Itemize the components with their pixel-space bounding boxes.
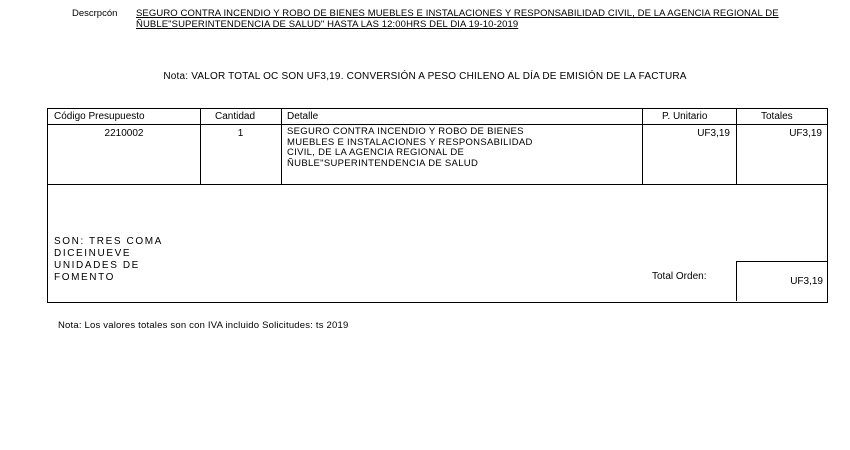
row-cantidad: 1	[237, 128, 244, 139]
total-order-label: Total Orden:	[652, 271, 707, 282]
header-detalle: Detalle	[287, 111, 319, 122]
amount-words-line: FOMENTO	[54, 272, 116, 283]
order-table	[47, 108, 828, 303]
col-divider	[200, 109, 201, 184]
detalle-line: SEGURO CONTRA INCENDIO Y ROBO DE BIENES	[287, 126, 524, 137]
note-iva: Nota: Los valores totales son con IVA incluido Solicitudes: ts 2019	[58, 320, 349, 331]
detalle-line: CIVIL, DE LA AGENCIA REGIONAL DE	[287, 147, 465, 159]
row-codigo: 2210002	[104, 128, 144, 139]
description-text: SEGURO CONTRA INCENDIO Y ROBO DE BIENES MUEBLES E INSTALACIONES Y RESPONSABILIDAD CIVIL, DE LA AGENCIA REGIONAL DE ÑUBLE"SUPERINTENDENCIA DE SALUD" HASTA LAS 12:00HRS DEL DIA 19-10-2019	[136, 8, 779, 30]
total-order-box	[736, 261, 827, 301]
header-totales: Totales	[761, 111, 793, 122]
row-total: UF3,19	[789, 128, 822, 139]
amount-words-line: SON: TRES COMA	[54, 236, 163, 247]
amount-in-words	[54, 236, 194, 284]
header-cantidad: Cantidad	[215, 111, 256, 122]
row-detalle	[287, 127, 637, 169]
col-divider	[736, 109, 737, 184]
header-divider	[48, 124, 827, 125]
detalle-line: MUEBLES E INSTALACIONES Y RESPONSABILIDAD	[287, 136, 533, 148]
total-order-value: UF3,19	[790, 276, 823, 287]
header-codigo: Código Presupuesto	[54, 111, 145, 122]
detalle-line: ÑUBLE"SUPERINTENDENCIA DE SALUD	[287, 157, 479, 169]
row-divider	[48, 184, 827, 185]
amount-words-line: UNIDADES DE	[54, 260, 140, 271]
description-label: Descrpcón	[72, 8, 118, 19]
header-unitario: P. Unitario	[662, 111, 708, 122]
note-total-conversion: Nota: VALOR TOTAL OC SON UF3,19. CONVERSIÓN A PESO CHILENO AL DÍA DE EMISIÓN DE LA FACTURA	[163, 71, 687, 82]
col-divider	[281, 109, 282, 184]
row-unitario: UF3,19	[697, 128, 730, 139]
col-divider	[642, 109, 643, 184]
amount-words-line: DICEINUEVE	[54, 248, 132, 259]
